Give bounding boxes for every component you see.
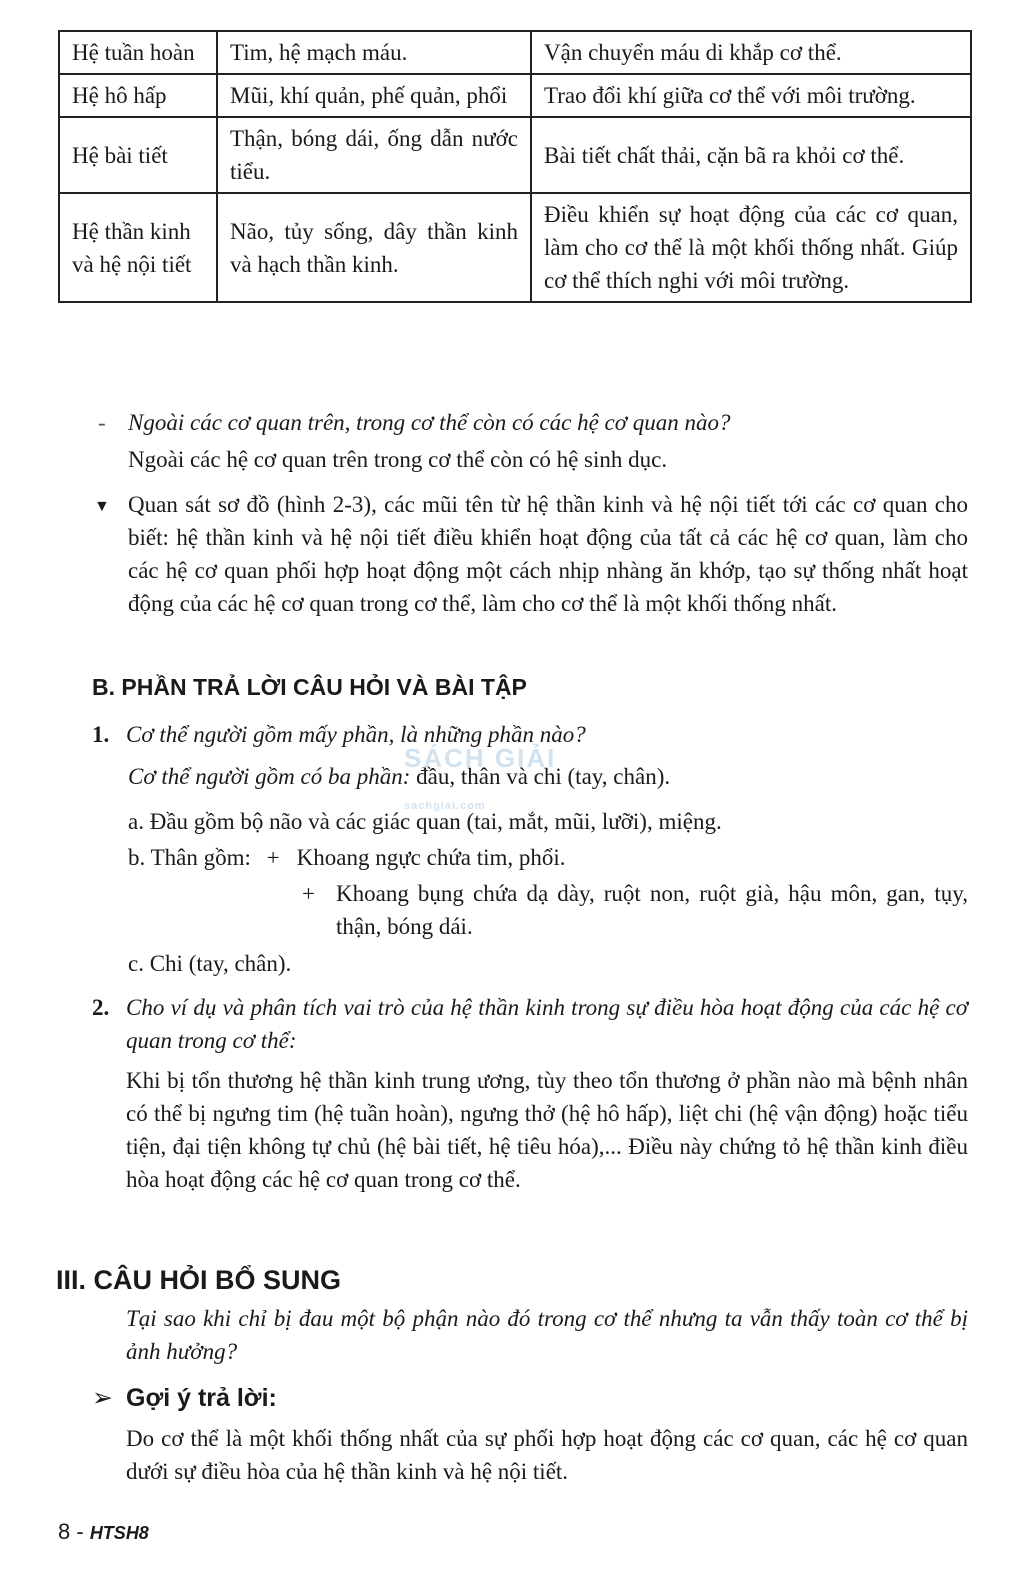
function-cell: Điều khiển sự hoạt động của các cơ quan, làm cho cơ thể là một khối thống nhất. Giúp cơ thể thích nghi với môi trường. xyxy=(531,193,971,302)
supplementary-question: Tại sao khi chỉ bị đau một bộ phận nào đó trong cơ thể nhưng ta vẫn thấy toàn cơ thể bị ảnh hưởng? xyxy=(126,1306,968,1364)
watermark-subtext: sachgiai.com xyxy=(404,800,486,812)
answer-2: Khi bị tổn thương hệ thần kinh trung ương, tùy theo tổn thương ở phần nào mà bệnh nhân có thể bị ngưng tim (hệ tuần hoàn), ngưng thở (hệ hô hấp), liệt chi (hệ vận động) hoặc tiểu tiện, đại tiện không tự chủ (hệ bài tiết, hệ tiêu hóa),... Điều này chứng tỏ hệ thần kinh điều hòa hoạt động các hệ cơ quan trong cơ thể. xyxy=(126,1068,968,1192)
part-a-answer: Ngoài các hệ cơ quan trên trong cơ thể còn có hệ sinh dục. xyxy=(128,447,668,472)
question-2 xyxy=(92,991,968,1057)
question-number: 1. xyxy=(92,722,110,747)
organs-cell: Não, tủy sống, dây thần kinh và hạch thần kinh. xyxy=(217,193,531,302)
question-text: Ngoài các cơ quan trên, trong cơ thể còn có các hệ cơ quan nào? xyxy=(128,410,731,435)
section-iii-heading: III. CÂU HỎI BỔ SUNG xyxy=(56,1265,342,1295)
answer-1-item-b xyxy=(128,841,968,874)
table-row xyxy=(59,117,971,193)
system-cell: Hệ tuần hoàn xyxy=(59,31,217,74)
answer-1-item-a: a. Đầu gồm bộ não và các giác quan (tai, mắt, mũi, lưỡi), miệng. xyxy=(128,809,722,834)
system-cell: Hệ hô hấp xyxy=(59,74,217,117)
arrow-bullet-icon: ➢ xyxy=(92,1384,113,1412)
answer-rest: đầu, thân và chi (tay, chân). xyxy=(410,764,671,789)
organ-systems-table xyxy=(58,30,972,303)
question-text: Cơ thể người gồm mấy phần, là những phần nào? xyxy=(126,722,586,747)
function-cell: Bài tiết chất thải, cặn bã ra khỏi cơ thể. xyxy=(531,117,971,193)
dash-mark: - xyxy=(98,410,106,435)
section-b-heading: B. PHẦN TRẢ LỜI CÂU HỎI VÀ BÀI TẬP xyxy=(92,674,527,700)
watermark-logo xyxy=(404,743,604,812)
page-number: 8 - xyxy=(58,1519,84,1544)
system-cell: Hệ bài tiết xyxy=(59,117,217,193)
page-footer xyxy=(58,1517,358,1548)
answer-italic: Cơ thể người gồm có ba phần: xyxy=(128,764,411,789)
table-row xyxy=(59,31,971,74)
item-b2-text: Khoang bụng chứa dạ dày, ruột non, ruột già, hậu môn, gan, tụy, thận, bóng dái. xyxy=(336,881,968,939)
hint-label: Gợi ý trả lời: xyxy=(126,1384,277,1412)
question-text: Cho ví dụ và phân tích vai trò của hệ thần kinh trong sự điều hòa hoạt động của các hệ cơ quan trong cơ thể: xyxy=(126,995,968,1053)
book-code: HTSH8 xyxy=(89,1523,149,1543)
function-cell: Trao đổi khí giữa cơ thể với môi trường. xyxy=(531,74,971,117)
organs-cell: Tim, hệ mạch máu. xyxy=(217,31,531,74)
plus-mark: + xyxy=(266,845,280,870)
triangle-bullet-icon: ▼ xyxy=(94,498,110,515)
answer-1-item-c: c. Chi (tay, chân). xyxy=(128,951,292,976)
system-cell: Hệ thần kinh và hệ nội tiết xyxy=(59,193,217,302)
function-cell: Vận chuyển máu di khắp cơ thể. xyxy=(531,31,971,74)
organs-cell: Thận, bóng dái, ống dẫn nước tiểu. xyxy=(217,117,531,193)
answer-1-item-b2 xyxy=(302,877,968,943)
bullet-text: Quan sát sơ đồ (hình 2-3), các mũi tên từ hệ thần kinh và hệ nội tiết tới các cơ quan cho biết: hệ thần kinh và hệ nội tiết điều khiển hoạt động của tất cả các hệ cơ quan, làm cho các hệ cơ quan phối hợp hoạt động một cách nhịp nhàng ăn khớp, tạo sự thống nhất hoạt động của các hệ cơ quan trong cơ thể, làm cho cơ thể là một khối thống nhất. xyxy=(128,492,968,616)
table-row xyxy=(59,193,971,302)
supplementary-answer: Do cơ thể là một khối thống nhất của sự phối hợp hoạt động các cơ quan, các hệ cơ quan dưới sự điều hòa của hệ thần kinh và hệ nội tiết. xyxy=(126,1426,968,1484)
watermark-text: SÁCH GIẢI xyxy=(404,743,557,773)
observation-bullet xyxy=(94,488,968,620)
table-row xyxy=(59,74,971,117)
organs-cell: Mũi, khí quản, phế quản, phổi xyxy=(217,74,531,117)
part-a-question xyxy=(98,406,968,439)
question-number: 2. xyxy=(92,995,110,1020)
answer-hint xyxy=(92,1381,962,1415)
item-b1-text: Khoang ngực chứa tim, phổi. xyxy=(296,845,566,870)
item-b-label: b. Thân gồm: xyxy=(128,845,251,870)
plus-mark: + xyxy=(302,881,315,906)
